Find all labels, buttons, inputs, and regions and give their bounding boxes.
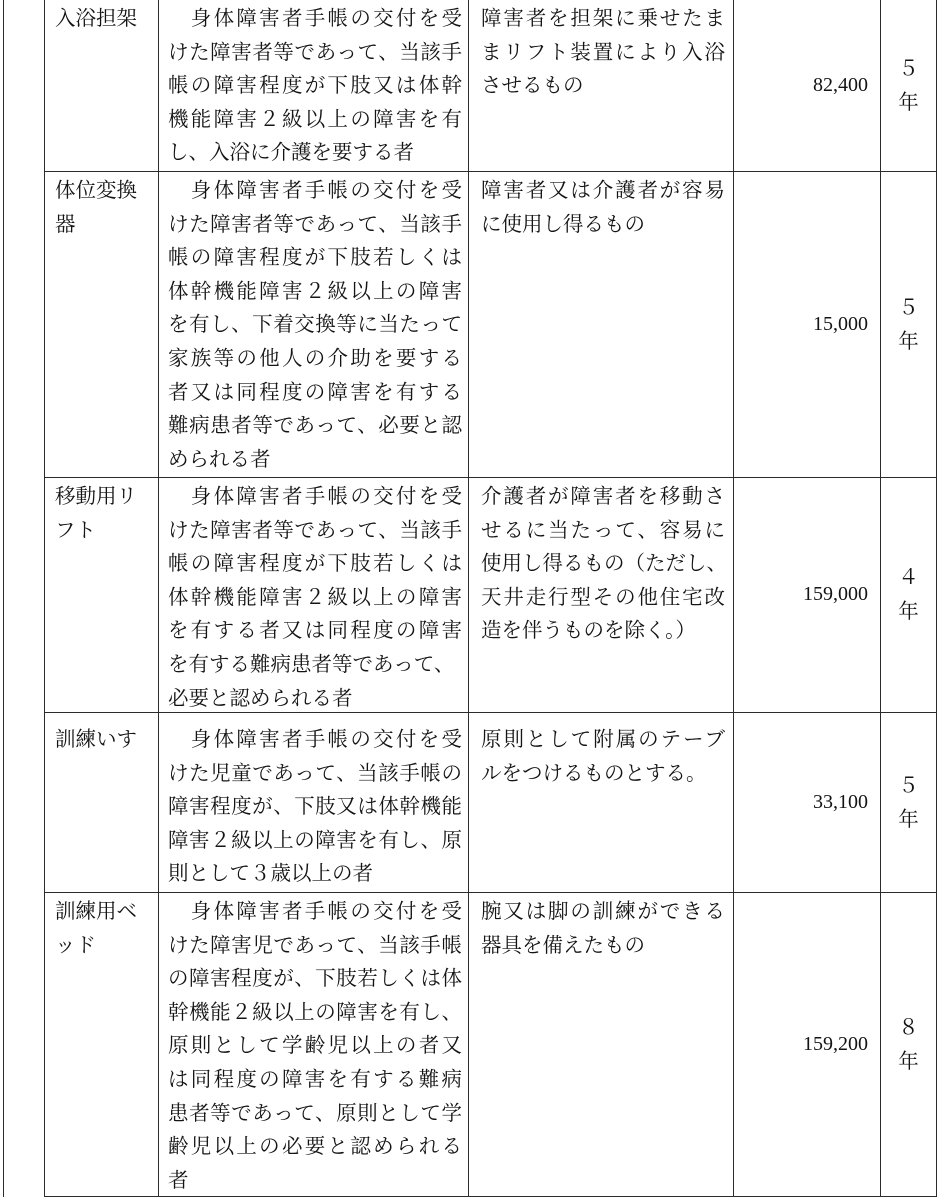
eligibility-line: 者 [168,1167,189,1192]
eligibility-line: 身体障害者手帳の交付を受 [168,899,462,923]
description-line: 腕又は脚の訓練ができる [481,899,725,923]
eligibility-line: 者又は同程度の障害を有する [168,379,462,404]
eligibility-line: し、入浴に介護を要する者 [168,140,414,165]
years-line: 年 [898,599,919,623]
description-cell [469,0,734,172]
eligibility-line: けた障害者等であって、当該手 [168,211,462,236]
price-value: 33,100 [813,790,868,813]
eligibility-line: 患者等であって、原則として学 [168,1100,462,1125]
description-cell [469,172,734,478]
years-line: ５ [898,294,919,319]
description-line: 造を伴うものを除く。） [481,618,696,643]
eligibility-line: 障害２級以上の障害を有し、原 [168,827,462,852]
eligibility-line: 幹機能２級以上の障害を有し、 [168,999,462,1024]
years-line: ５ [898,772,919,797]
price-cell [734,172,881,478]
description-line: 障害者又は介護者が容易 [481,178,725,202]
description-line: 使用し得るもの（ただし、 [481,551,727,576]
years-line: 年 [898,89,919,114]
eligibility-line: 身体障害者手帳の交付を受 [168,727,462,751]
description-line: 障害者を担架に乗せたま [481,6,725,30]
eligibility-line: 身体障害者手帳の交付を受 [168,178,462,202]
years-line: ５ [898,55,919,80]
description-line: せるに当たって、容易に [481,517,725,542]
eligibility-line: 身体障害者手帳の交付を受 [168,6,462,30]
years-line: ８ [898,1014,919,1039]
price-value: 82,400 [813,73,868,96]
eligibility-line: 則として３歳以上の者 [168,861,373,886]
eligibility-cell [159,0,469,172]
item-name-cell [45,0,159,172]
description-line: 器具を備えたもの [481,932,645,957]
durability-years-cell [881,172,937,478]
eligibility-line: められる者 [168,446,271,471]
eligibility-line: 機能障害２級以上の障害を有 [168,106,462,131]
item-name-line: フト [55,517,96,542]
description-cell [469,713,734,893]
description-line: に使用し得るもの [481,211,645,236]
blank-margin-cell [4,0,45,1197]
eligibility-line: を有し、下着交換等に当たって [168,312,462,337]
eligibility-line: 難病患者等であって、必要と認 [168,413,462,438]
description-line: 天井走行型その他住宅改 [481,584,725,609]
eligibility-line: を有する者又は同程度の障害 [168,618,462,643]
item-name-line: 移動用リ [55,484,137,508]
eligibility-line: 帳の障害程度が下肢若しくは [168,551,462,576]
description-line: 原則として附属のテーブ [481,727,725,751]
eligibility-line: 体幹機能障害２級以上の障害 [168,278,462,303]
eligibility-line: は同程度の障害を有する難病 [168,1066,462,1091]
description-line: ルをつけるものとする。 [481,760,707,785]
description-line: 介護者が障害者を移動さ [481,484,725,508]
durability-years-cell [881,893,937,1197]
durability-years-cell [881,713,937,893]
years-line: ４ [898,565,919,590]
eligibility-cell [159,893,469,1197]
item-name-line: ッド [55,932,96,957]
item-name-cell [45,478,159,713]
price-cell [734,0,881,172]
eligibility-line: 家族等の他人の介助を要する [168,345,462,370]
item-name-line: 訓練いす [55,727,137,751]
price-cell [734,713,881,893]
price-cell [734,893,881,1197]
item-name-cell [45,893,159,1197]
price-value: 15,000 [813,312,868,335]
eligibility-line: 体幹機能障害２級以上の障害 [168,584,462,609]
eligibility-line: 必要と認められる者 [168,685,353,710]
eligibility-line: 原則として学齢児以上の者又 [168,1033,462,1058]
years-line: 年 [898,806,919,831]
item-name-line: 体位変換 [55,178,137,202]
description-line: させるもの [481,73,584,98]
durability-years-cell [881,0,937,172]
eligibility-line: 齢児以上の必要と認められる [168,1134,462,1159]
eligibility-line: けた障害児であって、当該手帳 [168,932,462,957]
item-name-cell [45,172,159,478]
eligibility-line: 身体障害者手帳の交付を受 [168,484,462,508]
eligibility-line: けた障害者等であって、当該手 [168,517,462,542]
eligibility-cell [159,478,469,713]
equipment-table [3,0,937,1197]
eligibility-line: の障害程度が、下肢若しくは体 [168,966,462,991]
description-cell [469,478,734,713]
eligibility-cell [159,172,469,478]
eligibility-line: けた児童であって、当該手帳の [168,760,462,785]
eligibility-line: けた障害者等であって、当該手 [168,39,462,64]
eligibility-line: 帳の障害程度が下肢又は体幹 [168,73,462,98]
price-value: 159,200 [803,1032,868,1055]
eligibility-line: 帳の障害程度が下肢若しくは [168,245,462,270]
item-name-line: 入浴担架 [55,6,137,30]
eligibility-line: 障害程度が、下肢又は体幹機能 [168,794,462,819]
years-line: 年 [898,328,919,353]
eligibility-line: を有する難病患者等であって、 [168,651,455,676]
item-name-cell [45,713,159,893]
item-name-line: 器 [55,211,76,236]
item-name-line: 訓練用ベ [55,899,137,923]
durability-years-cell [881,478,937,713]
price-cell [734,478,881,713]
eligibility-cell [159,713,469,893]
price-value: 159,000 [803,583,868,606]
description-line: まリフト装置により入浴 [481,39,725,64]
description-cell [469,893,734,1197]
years-line: 年 [898,1048,919,1073]
